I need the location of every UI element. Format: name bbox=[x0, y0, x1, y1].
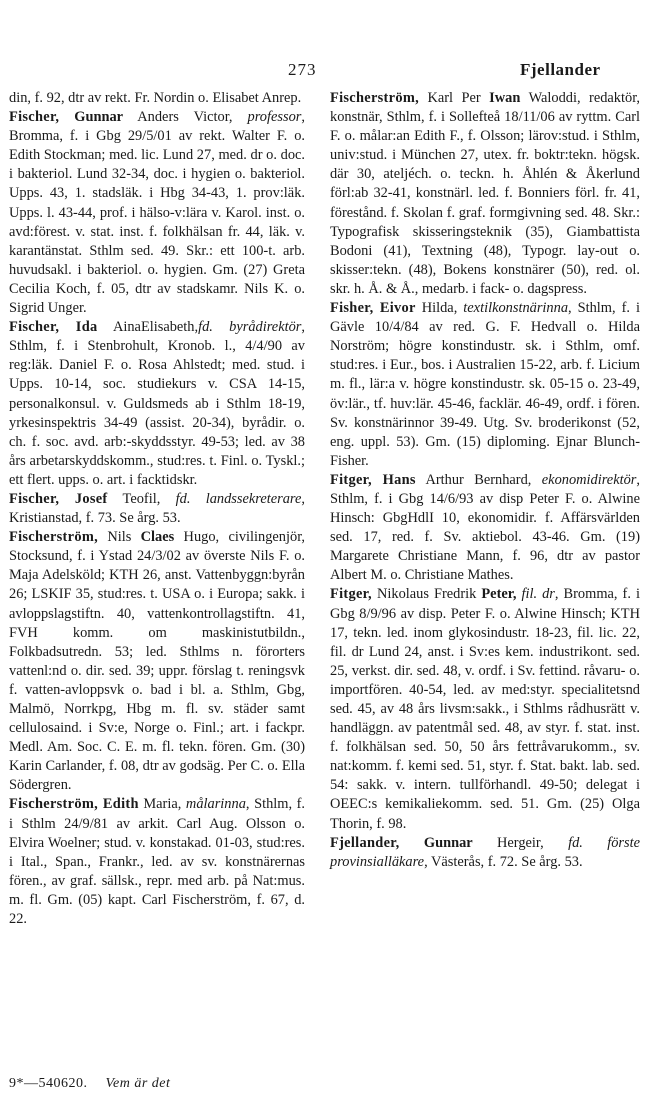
entry-given-name: Gunnar bbox=[74, 109, 124, 126]
entry-other-names: Nikolaus Fredrik bbox=[371, 586, 482, 603]
entry-text: , Sthlm, f. i Gbg 14/6/93 av disp Peter F. o. Alwine Hinsch: GbgHdlI 10, ekonomidir. f. Affärsvärlden sed. 17, red. f. Sv. aktiebol. 43-46. Gm. (19) Margarete Christiane Mann, f. 96, dtr av pastor Albert M. o. Christiane Mathes. bbox=[330, 471, 640, 584]
entry-given-name: Iwan bbox=[489, 90, 521, 106]
entry-surname: Fischer, Ida bbox=[9, 319, 98, 336]
left-column bbox=[9, 89, 305, 929]
entry-other-names: Teofil, bbox=[107, 490, 176, 507]
biography-entry bbox=[9, 318, 305, 490]
entry-text: , Sthlm, f. i Gävle 10/4/84 av red. G. F. Hedvall o. Hilda Norström; högre konstindustr. sk. i Sthlm, omf. stud:res. i Eur., bos. i Australien 15-22, arb. f. Licium m. fl., lär:a v. högre konstindustr. sk. 05-15 o. 23-49, öv:lär., tf. huv:lär. 45-46, facklär. 46-49, ordf. i fören. Sv. konstnärinnor 39-49. Utg. Sv. broderikonst (52, eng. uppl. 53). Gm. (15) diploming. Ejnar Blunch-Fisher. bbox=[330, 300, 640, 469]
entry-surname: Fischer, Josef bbox=[9, 490, 108, 507]
biography-entry bbox=[330, 834, 640, 872]
entry-text: Hugo, civilingenjör, Stocksund, f. i Ystad 24/3/02 av överste Nils F. o. Maja Adelsköld; KTH 26, anst. Vattenbyggn:byrån 26; LSKIF 35, stud:res. t. USA o. i Europa; sakk. i avloppslagstiftn. 40, vattenkontrollagstiftn. 41, FVH komm. om maskinistutbildn., Folkbadsutredn. 53; led. Sthlms n. förorters vattenl:nd o. dir. sed. 39; uppr. förslag t. reningsvk f. vatten-avloppsvk o. bad i bl. a. Sthlm, Gbg, Malmö, Norrkpg, Hbg m. fl. sv. städer samt cellulosaind. i Sv:e, Norge o. Finl.; art. i fackpr. Medl. Am. Soc. C. E. m. fl. tekn. fören. Gm. (30) Karin Carlander, f. 08, dtr av godsäg. Per C. o. Ella Södergren. bbox=[9, 529, 306, 794]
biography-entry bbox=[330, 89, 640, 299]
entry-occupation: professor bbox=[247, 109, 302, 126]
entry-occupation: fd. landssekreterare bbox=[175, 490, 302, 507]
page-number: 273 bbox=[288, 60, 317, 79]
entry-surname: Fitger, Hans bbox=[330, 471, 416, 488]
entry-other-names: Nils bbox=[98, 529, 141, 546]
entry-text: Waloddi, redaktör, konstnär, Sthlm, f. i Sollefteå 18/11/06 av ryttm. Carl F. o. målar:an Edith F., f. Olsson; lärov:stud. i Sthlm, univ:stud. i München 27, utex. fr. boktr:tekn. högsk. där 30, ateljéch. o. teckn. h. Åhlén & Åkerlund förl:ab 32-41, konstnärl. led. f. Bonniers förl. fr. 41, förestånd. f. Skolan f. graf. formgivning sed. 48. Skr.: Typografisk skisseringsteknik (35), Giambattista Bodoni (41), Textning (48), Typogr. lay-out o. skisser:tekn. (48), Bokens konstnärer (50), red. ol. skr. h. Å. & Å., medarb. i fack- o. dagspress. bbox=[330, 90, 641, 297]
biography-entry bbox=[9, 108, 305, 318]
entry-other-names: Anders Victor, bbox=[123, 109, 248, 126]
entry-text: , Sthlm, f. i Sthlm 24/9/81 av arkit. Carl Aug. Olsson o. Elvira Woelner; stud. v. konstakad. 01-03, stud:res. i Ital., Span., Frankr., led. av sv. konstnärernas fören., av graf. sällsk., repr. med arb. på Nat:mus. m. fl. Gm. (05) kapt. Carl Fischerström, f. 67, d. 22. bbox=[9, 796, 306, 928]
entry-text: , Västerås, f. 72. Se årg. 53. bbox=[424, 853, 583, 870]
running-head: Fjellander bbox=[520, 60, 601, 79]
entry-other-names: Hergeir, bbox=[472, 834, 569, 851]
entry-surname: Fischerström, bbox=[330, 90, 420, 106]
entry-other-names: Maria, bbox=[138, 796, 186, 813]
entry-surname: Fischer, bbox=[9, 109, 60, 126]
entry-occupation: fd. förste provinsialläkare bbox=[330, 834, 640, 870]
entry-given-name: Claes bbox=[140, 529, 175, 546]
entry-occupation: fd. byrådirektör bbox=[198, 319, 302, 336]
entry-text: , Bromma, f. i Gbg 29/5/01 av rekt. Walter F. o. Edith Stockman; med. lic. Lund 27, med. dr o. doc. i bakteriol. Lund 32-34, doc. i hygien o. bakteriol. Upps. 43, 1. stadsläk. i Hbg 34-43, 1. prov:läk. Upps. l. 43-44, prof. i hälso-v:lära v. Karol. inst. o. avd:förest. v. stat. inst. f. folkhälsan fr. 44, läk. v. karantänstat. Sthlm sed. 49. Skr.: ett 100-t. arb. huvudsakl. i bakteriol. o. hygien. Gm. (27) Greta Cecilia Koch, f. 05, dtr av stadskamr. Nils K. o. Sigrid Unger. bbox=[9, 109, 305, 317]
entry-given-name: Gunnar bbox=[423, 834, 473, 851]
entry-other-names: Arthur Bernhard, bbox=[415, 471, 542, 488]
biography-entry bbox=[9, 795, 305, 929]
entry-text: din, f. 92, dtr av rekt. Fr. Nordin o. Elisabet Anrep. bbox=[9, 90, 302, 106]
entry-surname: Fjellander, bbox=[330, 834, 400, 851]
entry-text: , Sthlm, f. i Stenbrohult, Kronob. l., 4/4/90 av reg:läk. Daniel F. o. Rosa Ahlstedt; med. stud. i Upps. 10-14, soc. studiekurs v. CSA 14-15, personalkonsul. v. Guldsmeds ab i Sthlm 18-19, yrkesinspektris 34-49 (assist. 20-34), byrådir. o. ch. f. soc. avd. arb:-skyddsstyr. 49-53; led. av 38 års arbetarskyddskomm., stud:res. t. Finl. o. Tyskl.; ett flert. upps. o. art. i facktidskr. bbox=[9, 319, 305, 488]
entry-surname: Fischerström, bbox=[9, 529, 99, 546]
entry-other-names: Hilda, bbox=[415, 300, 464, 317]
entry-occupation: ekonomidirektör bbox=[541, 471, 637, 488]
print-code: 9*—540620. bbox=[9, 1076, 88, 1091]
page-footer bbox=[9, 1076, 170, 1092]
biography-entry bbox=[9, 490, 305, 528]
biography-entry bbox=[9, 89, 305, 108]
entry-occupation: målarinna bbox=[185, 796, 246, 813]
biography-entry bbox=[330, 299, 640, 471]
entry-occupation: fil. dr bbox=[521, 586, 555, 603]
publication-title: Vem är det bbox=[105, 1076, 171, 1091]
biography-entry bbox=[330, 585, 640, 833]
biography-entry bbox=[9, 528, 305, 795]
entry-surname: Fitger, bbox=[330, 586, 372, 603]
entry-other-names: AinaElisabeth, bbox=[97, 319, 199, 336]
entry-text: , Kristianstad, f. 73. Se årg. 53. bbox=[9, 490, 305, 527]
entry-occupation: textilkonstnärinna bbox=[463, 300, 569, 317]
entry-other-names: Karl Per bbox=[419, 90, 490, 106]
entry-given-name: Peter, bbox=[481, 586, 517, 603]
right-column bbox=[330, 89, 640, 872]
entry-surname: Fisher, Eivor bbox=[330, 300, 416, 317]
biography-entry bbox=[330, 471, 640, 586]
entry-surname: Fischerström, Edith bbox=[9, 796, 139, 813]
entry-text: , Bromma, f. i Gbg 8/9/96 av disp. Peter F. o. Alwine Hinsch; KTH 17, tekn. led. inom glykosindustr. 18-23, fil. lic. 22, fil. dr Lund 24, anst. i Sv:es kem. industrikont. sed. 25, verkst. dir. sed. 48, v. ordf. i Sv. fettind. råvaru- o. importfören. 40-54, led. av med:styr. specialitetsnd sed. 45, av 48 års livsm:sakk., i Sthlms rådhusrätt v. handläggn. av patentmål sed. 48, av styr. f. stat. inst. f. folkhälsan sed. 50, 50 års fettråvarukomm., sv. nat:komm. f. kemi sed. 51, styr. f. Stat. bakt. lab. sed. 54: sakk. v. intern. tullförhandl. 49-50; delegat i OEEC:s kemikaliekomm. sed. 51. Gm. (25) Olga Thorin, f. 98. bbox=[330, 586, 640, 832]
